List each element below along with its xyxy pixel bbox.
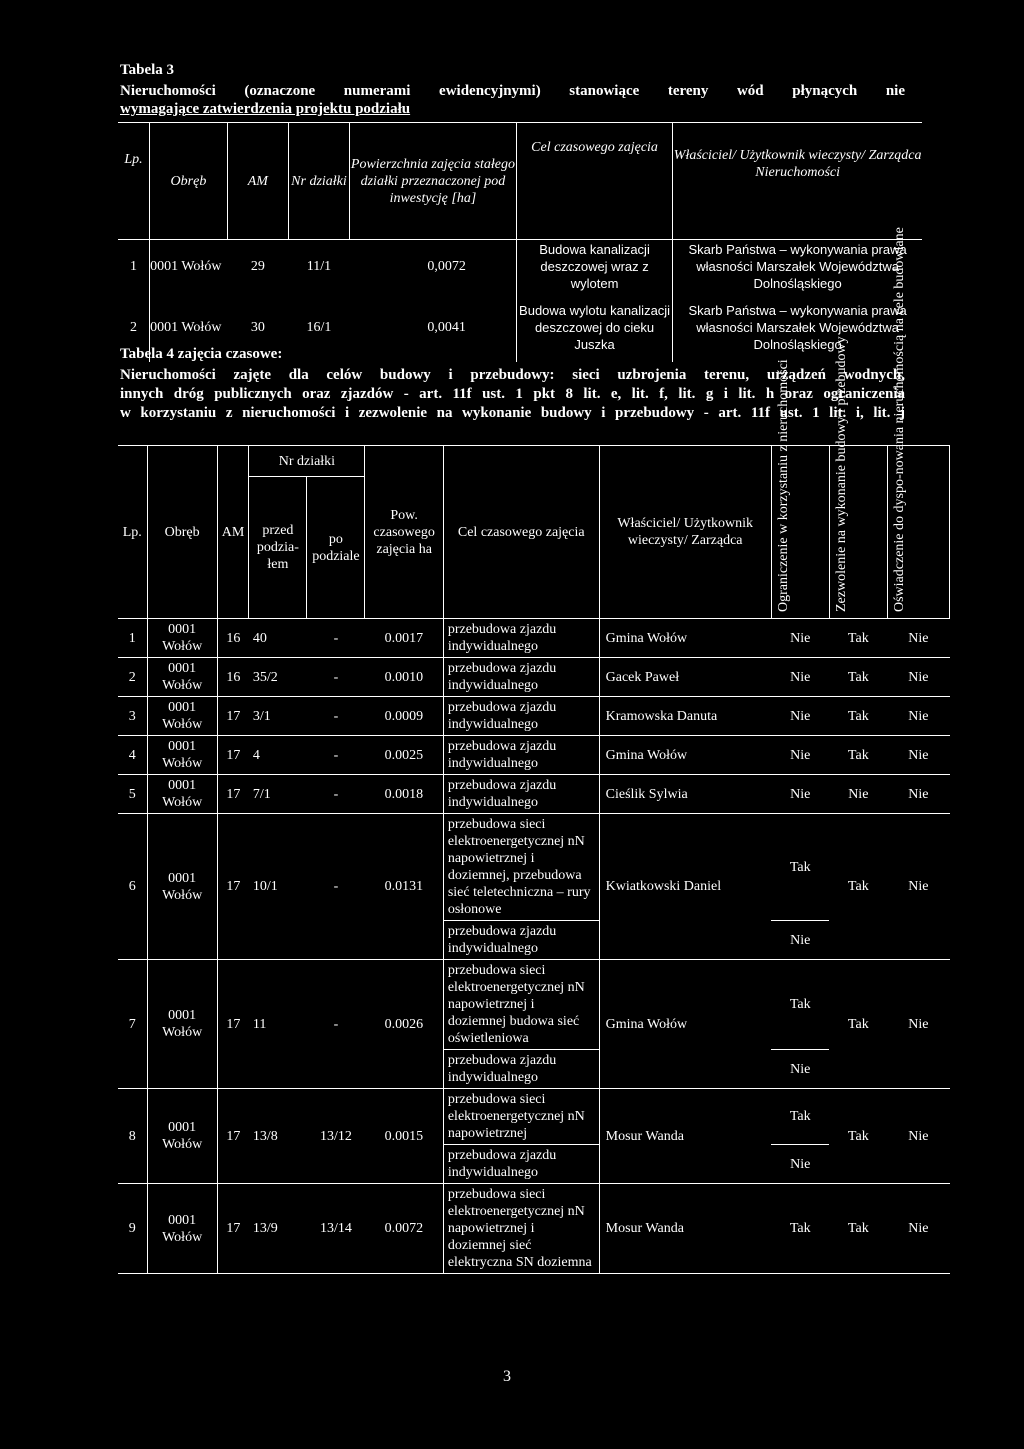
- t4-cell-ogr: Nie: [771, 736, 829, 775]
- t4-cell-przed: 11: [249, 960, 307, 1089]
- t4-cell-cel: przebudowa zjazdu indywidualnego: [443, 736, 599, 775]
- t3-header-cel: Cel czasowego zajęcia: [516, 123, 672, 240]
- t4-cell-ogr: Tak: [771, 814, 829, 921]
- t4-cell-zezw: Nie: [829, 775, 887, 814]
- t4-header-zezw: [829, 336, 887, 619]
- table3-description: Nieruchomości (oznaczone numerami ewidencyjnymi) stanowiące tereny wód płynących nie: [120, 83, 905, 99]
- t4-cell-wlasciciel: Mosur Wanda: [599, 1089, 771, 1184]
- t4-row: [118, 658, 950, 697]
- t4-header-osw: [887, 227, 949, 619]
- t3-cell-lp: 1: [118, 240, 150, 293]
- t4-cell-zezw: Tak: [829, 1184, 887, 1274]
- t4-cell-osw: Nie: [887, 960, 949, 1089]
- table4-description-2: innych dróg publicznych oraz zjazdów - art. 11f ust. 1 pkt 8 lit. e, lit. f, lit. g i lit. h oraz ograniczenia: [120, 386, 905, 402]
- t4-cell-wlasciciel: Gmina Wołów: [599, 736, 771, 775]
- t4-cell-pow: 0.0017: [365, 619, 443, 658]
- t4-cell-obreb: 0001 Wołów: [147, 1184, 217, 1274]
- t4-row: [118, 775, 950, 814]
- t4-cell-obreb: 0001 Wołów: [147, 736, 217, 775]
- t3-cell-wlasciciel: Skarb Państwa – wykonywania prawa własności Marszałek Województwa Dolnośląskiego: [673, 292, 922, 362]
- t3-cell-lp: 2: [118, 292, 150, 362]
- t3-cell-am: 30: [250, 319, 265, 335]
- t4-cell-wlasciciel: Gmina Wołów: [599, 619, 771, 658]
- table3-header-row: [118, 123, 922, 240]
- t4-cell-cel: przebudowa sieci elektroenergetycznej nN napowietrznej i doziemnej, przebudowa sieć teletechniczna – rury osłonowe: [443, 814, 599, 921]
- t3-cell-wlasciciel: Skarb Państwa – wykonywania prawa własności Marszałek Województwa Dolnośląskiego: [673, 240, 922, 293]
- t4-cell-zezw: Tak: [829, 619, 887, 658]
- t4-cell-am: 17: [217, 697, 249, 736]
- t4-header-cel: Cel czasowego zajęcia: [443, 446, 599, 619]
- t4-header-ogr: [771, 359, 829, 619]
- t4-cell-zezw: Tak: [829, 736, 887, 775]
- t3-cell-pow: 0,0041: [350, 292, 517, 362]
- t4-cell-osw: Nie: [887, 658, 949, 697]
- t4-cell-ogr: Nie: [771, 619, 829, 658]
- t4-cell-pow: 0.0018: [365, 775, 443, 814]
- t4-cell-obreb: 0001 Wołów: [147, 775, 217, 814]
- t4-cell-am: 17: [217, 775, 249, 814]
- t3-cell-am: 29: [250, 258, 265, 274]
- t3-cell-nr: 11/1: [306, 258, 332, 274]
- t4-cell-przed: 10/1: [249, 814, 307, 960]
- t4-cell-am: 16: [217, 619, 249, 658]
- t4-cell-przed: 4: [249, 736, 307, 775]
- t4-cell-osw: Nie: [887, 1184, 949, 1274]
- table4-description-1: Nieruchomości zajęte dla celów budowy i przebudowy: sieci uzbrojenia terenu, urządzeń wodnych,: [120, 367, 905, 383]
- t4-cell-po: -: [307, 697, 365, 736]
- t4-cell-przed: 40: [249, 619, 307, 658]
- t4-cell-po: 13/12: [307, 1089, 365, 1184]
- t3-cell-cel: Budowa kanalizacji deszczowej wraz z wylotem: [516, 240, 672, 293]
- t4-cell-am: 17: [217, 1184, 249, 1274]
- t4-header-ogr-text: Ograniczenie w korzystaniu z nieruchomości: [776, 359, 792, 612]
- t4-cell-cel: przebudowa sieci elektroenergetycznej nN napowietrznej i doziemnej sieć elektryczna SN doziemna: [443, 1184, 599, 1274]
- t4-cell-osw: Nie: [887, 736, 949, 775]
- t4-cell-zezw: Tak: [829, 1089, 887, 1184]
- t4-header-osw-text: Oświadczenie do dyspo-nowania nieruchomością na cele budowlane: [892, 227, 908, 612]
- table4-description-3: w korzystaniu z nieruchomości i zezwolenie na wykonanie budowy i przebudowy - art. 11f ust. 1 lit. i, lit. j: [120, 405, 905, 421]
- t3-cell-cel: Budowa wylotu kanalizacji deszczowej do cieku Juszka: [516, 292, 672, 362]
- t4-cell-cel: przebudowa zjazdu indywidualnego: [443, 619, 599, 658]
- t4-cell-ogr: Tak: [771, 1184, 829, 1274]
- t4-cell-cel: przebudowa zjazdu indywidualnego: [443, 921, 599, 960]
- t4-row: [118, 1089, 950, 1145]
- t4-cell-ogr: Nie: [771, 1145, 829, 1184]
- t4-cell-ogr: Nie: [771, 1050, 829, 1089]
- t4-cell-po: -: [307, 960, 365, 1089]
- t3-cell-obreb: 0001 Wołów: [150, 319, 222, 335]
- t4-cell-zezw: Tak: [829, 658, 887, 697]
- t4-header-am: AM: [217, 446, 249, 619]
- t4-header-lp: Lp.: [118, 446, 147, 619]
- t4-cell-osw: Nie: [887, 619, 949, 658]
- t4-cell-cel: przebudowa zjazdu indywidualnego: [443, 775, 599, 814]
- t4-cell-am: 16: [217, 658, 249, 697]
- t4-cell-cel: przebudowa zjazdu indywidualnego: [443, 697, 599, 736]
- page-number: 3: [503, 1368, 511, 1385]
- t4-cell-lp: 3: [118, 697, 147, 736]
- t4-header-wlasciciel: Właściciel/ Użytkownik wieczysty/ Zarządca: [599, 446, 771, 619]
- t4-cell-wlasciciel: Gmina Wołów: [599, 960, 771, 1089]
- t4-cell-pow: 0.0025: [365, 736, 443, 775]
- table3-description-cont: wymagające zatwierdzenia projektu podziału: [120, 101, 411, 117]
- t4-cell-przed: 13/9: [249, 1184, 307, 1274]
- t3-header-nr: Nr działki: [288, 123, 349, 240]
- t4-cell-am: 17: [217, 814, 249, 960]
- t4-row: [118, 814, 950, 921]
- t4-cell-wlasciciel: Cieślik Sylwia: [599, 775, 771, 814]
- t4-cell-lp: 9: [118, 1184, 147, 1274]
- t4-cell-osw: Nie: [887, 814, 949, 960]
- table3: [118, 122, 922, 362]
- t4-cell-osw: Nie: [887, 775, 949, 814]
- table4-title: Tabela 4 zajęcia czasowe:: [120, 346, 283, 362]
- t4-cell-obreb: 0001 Wołów: [147, 619, 217, 658]
- t4-cell-cel: przebudowa zjazdu indywidualnego: [443, 658, 599, 697]
- t3-header-wlasciciel: Właściciel/ Użytkownik wieczysty/ Zarządca Nieruchomości: [673, 123, 922, 240]
- t4-row: [118, 736, 950, 775]
- t4-cell-zezw: Tak: [829, 697, 887, 736]
- table4-header-row1: [118, 446, 950, 477]
- t4-cell-obreb: 0001 Wołów: [147, 960, 217, 1089]
- t4-header-pow: Pow. czasowego zajęcia ha: [365, 446, 443, 619]
- t4-cell-ogr: Tak: [771, 1089, 829, 1145]
- t4-cell-po: -: [307, 619, 365, 658]
- t4-cell-ogr: Nie: [771, 697, 829, 736]
- t4-cell-lp: 4: [118, 736, 147, 775]
- t4-cell-obreb: 0001 Wołów: [147, 697, 217, 736]
- t4-cell-osw: Nie: [887, 697, 949, 736]
- t4-cell-cel: przebudowa zjazdu indywidualnego: [443, 1145, 599, 1184]
- t4-cell-lp: 5: [118, 775, 147, 814]
- t4-cell-obreb: 0001 Wołów: [147, 1089, 217, 1184]
- t4-row: [118, 960, 950, 1050]
- t4-row: [118, 697, 950, 736]
- t4-cell-ogr: Tak: [771, 960, 829, 1050]
- t4-header-zezw-text: Zezwolenie na wykonanie budowy i przebudowy: [834, 336, 850, 612]
- t4-cell-cel: przebudowa sieci elektroenergetycznej nN napowietrznej i doziemnej budowa sieć oświetleniowa: [443, 960, 599, 1050]
- t4-cell-zezw: Tak: [829, 960, 887, 1089]
- t4-cell-lp: 8: [118, 1089, 147, 1184]
- t4-cell-pow: 0.0026: [365, 960, 443, 1089]
- t4-header-nr: Nr działki: [249, 446, 365, 477]
- t4-cell-pow: 0.0010: [365, 658, 443, 697]
- t4-cell-cel: przebudowa sieci elektroenergetycznej nN napowietrznej: [443, 1089, 599, 1145]
- t4-cell-am: 17: [217, 736, 249, 775]
- t4-header-po: po podziale: [307, 477, 365, 619]
- t4-cell-zezw: Tak: [829, 814, 887, 960]
- t4-row: [118, 1184, 950, 1274]
- t4-header-obreb: Obręb: [147, 446, 217, 619]
- t4-cell-przed: 13/8: [249, 1089, 307, 1184]
- t4-cell-lp: 1: [118, 619, 147, 658]
- table3-title: Tabela 3: [120, 62, 175, 78]
- t3-cell-pow: 0,0072: [350, 240, 517, 293]
- t4-cell-am: 17: [217, 1089, 249, 1184]
- t4-cell-wlasciciel: Kramowska Danuta: [599, 697, 771, 736]
- t4-cell-po: 13/14: [307, 1184, 365, 1274]
- t3-header-am: AM: [227, 123, 288, 240]
- t4-cell-lp: 2: [118, 658, 147, 697]
- t4-cell-pow: 0.0009: [365, 697, 443, 736]
- t4-cell-pow: 0.0015: [365, 1089, 443, 1184]
- t4-cell-pow: 0.0072: [365, 1184, 443, 1274]
- t4-cell-przed: 35/2: [249, 658, 307, 697]
- t4-row: [118, 619, 950, 658]
- t4-cell-lp: 6: [118, 814, 147, 960]
- t3-cell-nr: 16/1: [306, 319, 332, 335]
- t4-cell-po: -: [307, 736, 365, 775]
- t4-cell-pow: 0.0131: [365, 814, 443, 960]
- t4-cell-obreb: 0001 Wołów: [147, 658, 217, 697]
- t4-cell-osw: Nie: [887, 1089, 949, 1184]
- t4-cell-wlasciciel: Gacek Paweł: [599, 658, 771, 697]
- t4-cell-ogr: Nie: [771, 658, 829, 697]
- t3-row: [118, 240, 922, 293]
- t4-cell-am: 17: [217, 960, 249, 1089]
- t3-header-lp: Lp.: [118, 123, 150, 240]
- t3-cell-obreb: 0001 Wołów: [150, 258, 222, 274]
- t4-cell-ogr: Nie: [771, 921, 829, 960]
- t4-header-przed: przed podzia-łem: [249, 477, 307, 619]
- t4-cell-przed: 7/1: [249, 775, 307, 814]
- t4-cell-ogr: Nie: [771, 775, 829, 814]
- t4-cell-po: -: [307, 775, 365, 814]
- t4-cell-przed: 3/1: [249, 697, 307, 736]
- t4-cell-wlasciciel: Mosur Wanda: [599, 1184, 771, 1274]
- t4-cell-po: -: [307, 658, 365, 697]
- t4-cell-po: -: [307, 814, 365, 960]
- t4-cell-lp: 7: [118, 960, 147, 1089]
- t4-cell-cel: przebudowa zjazdu indywidualnego: [443, 1050, 599, 1089]
- t4-cell-wlasciciel: Kwiatkowski Daniel: [599, 814, 771, 960]
- t4-cell-obreb: 0001 Wołów: [147, 814, 217, 960]
- t3-header-obreb: Obręb: [150, 123, 228, 240]
- t3-header-pow: Powierzchnia zajęcia stałego działki przeznaczonej pod inwestycję [ha]: [350, 123, 517, 240]
